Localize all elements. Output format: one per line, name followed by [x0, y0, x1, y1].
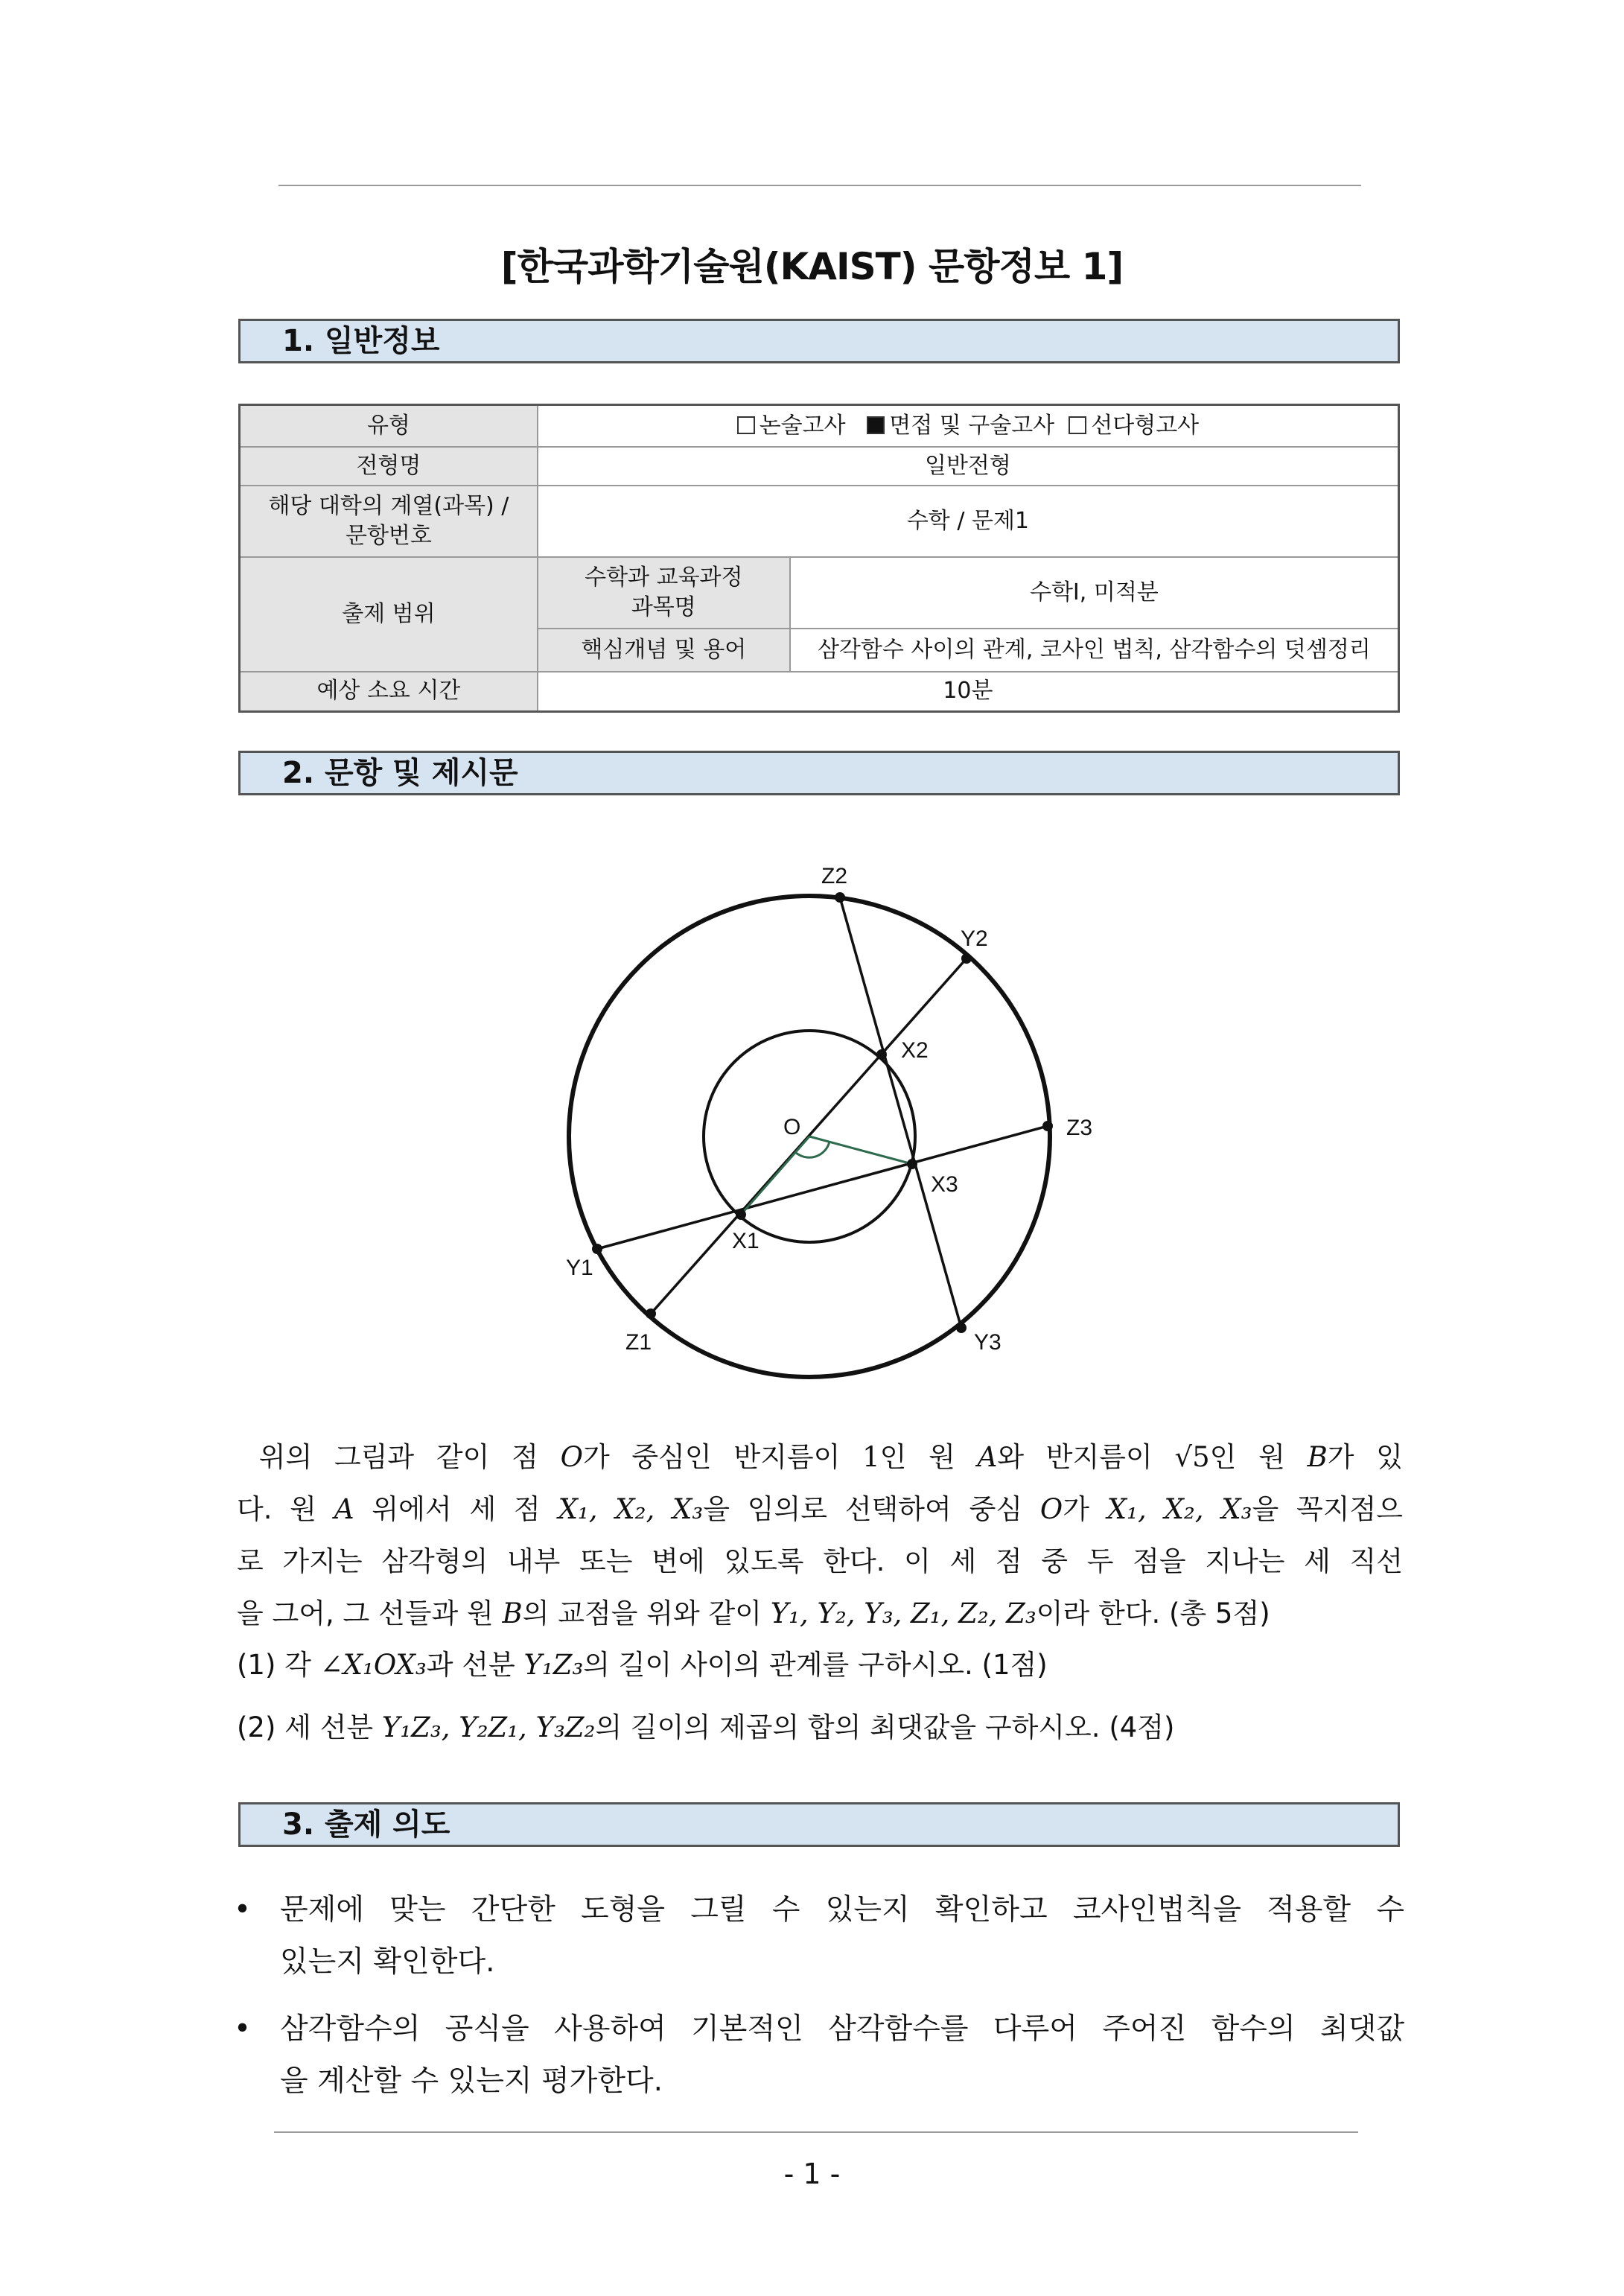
label-X2: X2	[901, 1038, 929, 1063]
question-1: (1) 각 ∠X₁OX₃과 선분 Y₁Z₃의 길이 사이의 관계를 구하시오. (1점)	[237, 1649, 1048, 1681]
time-value: 10분	[538, 672, 1399, 712]
label-Z2: Z2	[821, 864, 848, 888]
admission-value: 일반전형	[538, 447, 1399, 486]
bullet-icon: •	[234, 2012, 252, 2046]
intent-2-line-1: 삼각함수의 공식을 사용하여 기본적인 삼각함수를 다루어 주어진 함수의 최댓값	[280, 2012, 1404, 2046]
list-item	[231, 1884, 1404, 1988]
curriculum-value: 수학Ⅰ, 미적분	[790, 557, 1399, 629]
scope-label: 출제 범위	[240, 557, 538, 672]
section-intent-header: 3. 출제 의도	[238, 1802, 1400, 1847]
problem-line-2: 다. 원 A 위에서 세 점 X₁, X₂, X₃을 임의로 선택하여 중심 O가 X₁, X₂, X₃을 꼭지점으	[237, 1493, 1403, 1525]
intent-2-line-2: 을 계산할 수 있는지 평가한다.	[280, 2064, 663, 2098]
label-Z1: Z1	[625, 1330, 652, 1355]
line-Y1-Z3	[597, 1126, 1048, 1249]
type-option-multiple-choice: 선다형고사	[1091, 412, 1200, 439]
type-option-interview: 면접 및 구술고사	[889, 412, 1055, 439]
section-general-header: 1. 일반정보	[238, 319, 1400, 363]
point-Y2	[961, 953, 972, 964]
point-X1	[736, 1209, 746, 1220]
curriculum-label: 수학과 교육과정 과목명	[538, 557, 790, 629]
intent-1-line-1: 문제에 맞는 간단한 도형을 그릴 수 있는지 확인하고 코사인법칙을 적용할 수	[280, 1893, 1404, 1927]
question-2: (2) 세 선분 Y₁Z₃, Y₂Z₁, Y₃Z₂의 길이의 제곱의 합의 최댓값을 구하시오. (4점)	[237, 1711, 1175, 1743]
section-problem-header: 2. 문항 및 제시문	[238, 751, 1400, 795]
page-title: [한국과학기술원(KAIST) 문항정보 1]	[500, 245, 1124, 288]
label-Y3: Y3	[974, 1330, 1002, 1355]
point-Z1	[646, 1308, 656, 1319]
point-Y1	[592, 1244, 602, 1254]
label-Y1: Y1	[566, 1256, 593, 1280]
list-item	[231, 2003, 1404, 2108]
dept-label: 해당 대학의 계열(과목) / 문항번호	[240, 486, 538, 557]
admission-label: 전형명	[240, 447, 538, 486]
page-number: - 1 -	[783, 2157, 841, 2190]
label-X3: X3	[931, 1172, 958, 1197]
radius-O-X1	[741, 1136, 809, 1215]
time-label: 예상 소요 시간	[240, 672, 538, 712]
point-X3	[907, 1159, 917, 1169]
intent-1-line-2: 있는지 확인한다.	[280, 1945, 495, 1979]
point-Z2	[835, 892, 845, 903]
type-option-essay: 논술고사	[759, 412, 846, 439]
problem-paragraph	[237, 1431, 1403, 1640]
type-label: 유형	[240, 405, 538, 447]
intent-list	[231, 1884, 1404, 2122]
concepts-value: 삼각함수 사이의 관계, 코사인 법칙, 삼각함수의 덧셈정리	[790, 629, 1399, 672]
point-Z3	[1042, 1121, 1053, 1131]
problem-line-4: 을 그어, 그 선들과 원 B의 교점을 위와 같이 Y₁, Y₂, Y₃, Z₁, Z₂, Z₃이라 한다. (총 5점)	[237, 1597, 1270, 1629]
bottom-rule	[274, 2131, 1358, 2133]
label-X1: X1	[732, 1229, 760, 1253]
problem-line-3: 로 가지는 삼각형의 내부 또는 변에 있도록 한다. 이 세 점 중 두 점을 지나는 세 직선	[237, 1545, 1403, 1577]
line-Z2-Y3	[840, 897, 961, 1328]
problem-line-1: 위의 그림과 같이 점 O가 중심인 반지름이 1인 원 A와 반지름이 √5인 원 B가 있	[258, 1441, 1403, 1473]
dept-value: 수학 / 문제1	[538, 486, 1399, 557]
point-Y3	[956, 1323, 967, 1333]
point-X2	[876, 1049, 887, 1060]
label-Z3: Z3	[1066, 1116, 1093, 1140]
label-O: O	[783, 1115, 801, 1139]
bullet-icon: •	[234, 1893, 252, 1927]
label-Y2: Y2	[961, 926, 988, 951]
concepts-label: 핵심개념 및 용어	[538, 629, 790, 672]
